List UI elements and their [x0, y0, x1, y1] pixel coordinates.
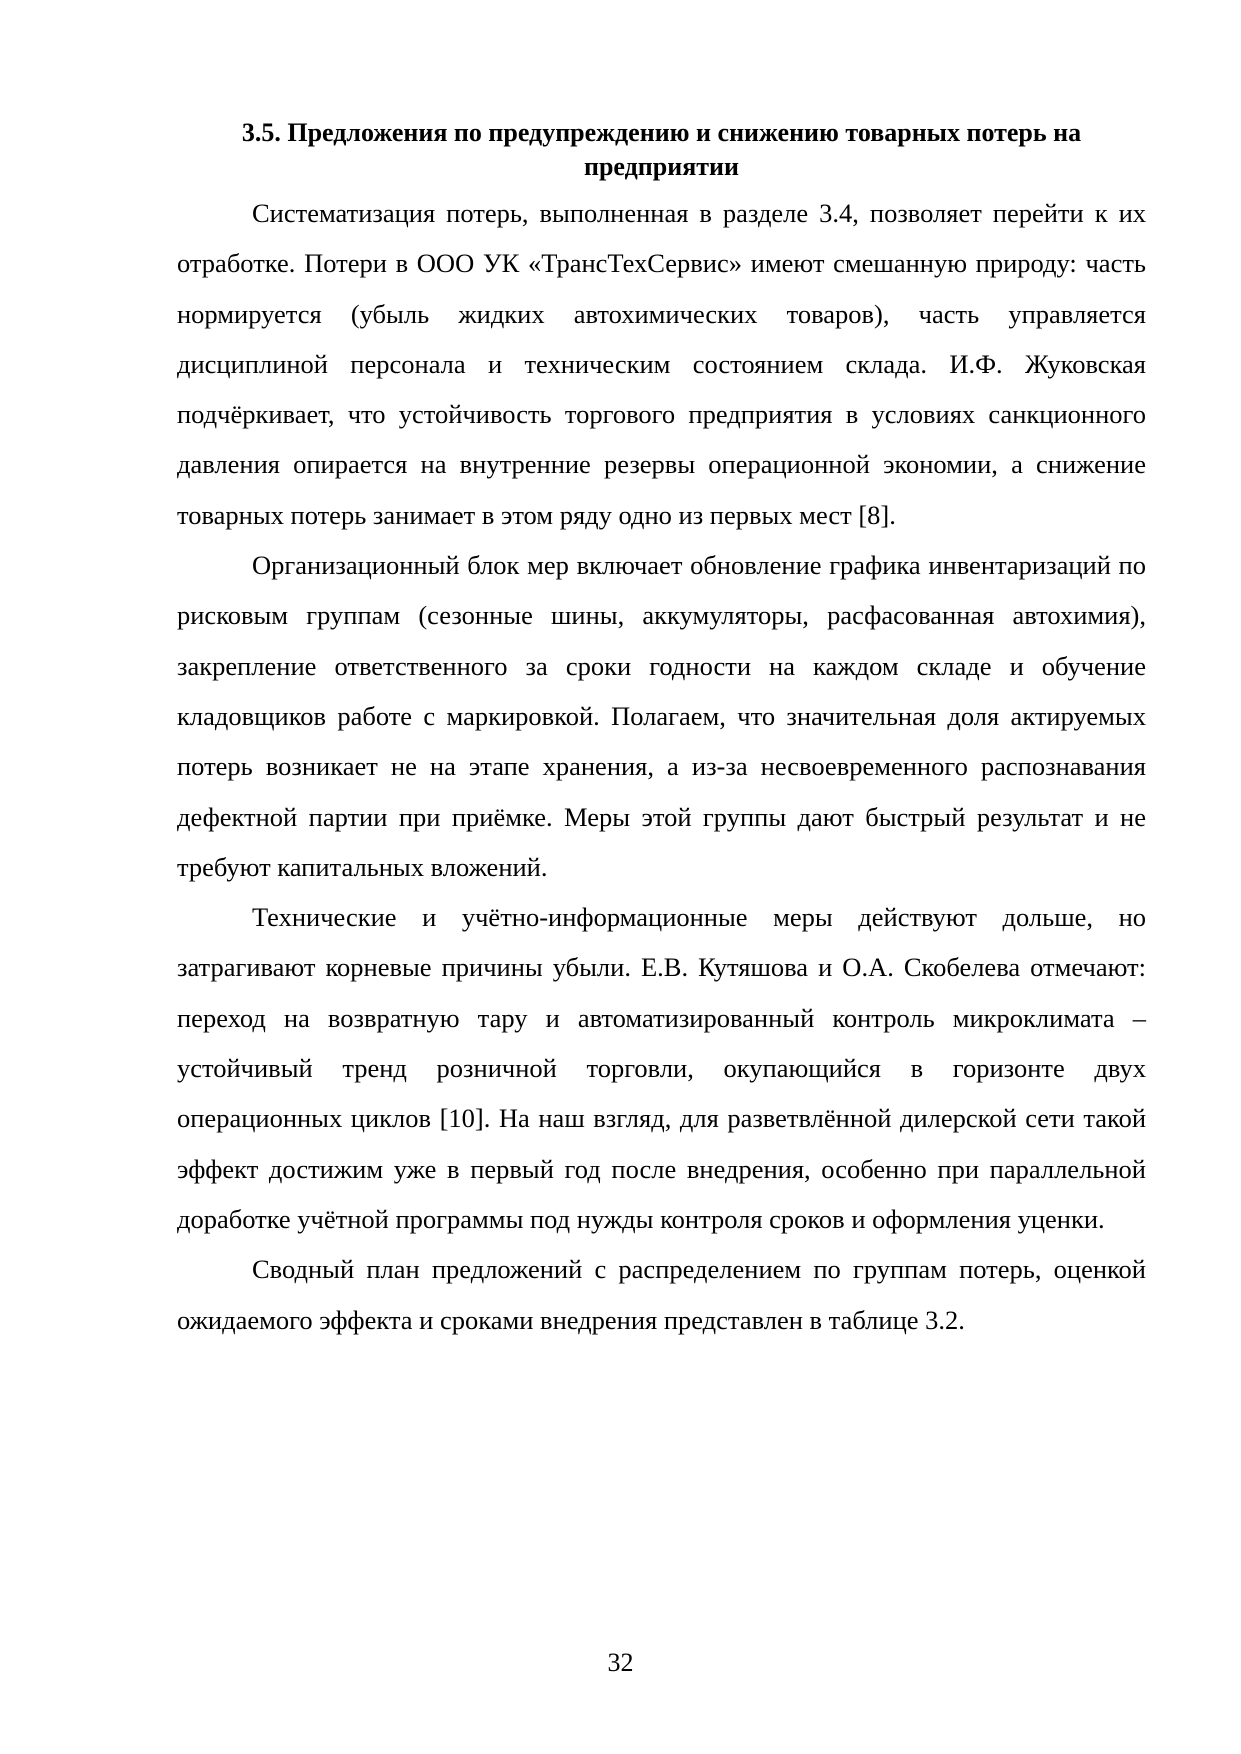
- page-body: [177, 116, 1146, 1345]
- paragraph-1: Систематизация потерь, выполненная в разделе 3.4, позволяет перейти к их отработке. Потери в ООО УК «ТрансТехСервис» имеют смешанную природу: часть нормируется (убыль жидких автохимических товаров), часть управляется дисциплиной персонала и техническим состоянием склада. И.Ф. Жуковская подчёркивает, что устойчивость торгового предприятия в условиях санкционного давления опирается на внутренние резервы операционной экономии, а снижение товарных потерь занимает в этом ряду одно из первых мест [8].: [177, 198, 1146, 530]
- paragraph-2: Организационный блок мер включает обновление графика инвентаризаций по рисковым группам (сезонные шины, аккумуляторы, расфасованная автохимия), закрепление ответственного за сроки годности на каждом складе и обучение кладовщиков работе с маркировкой. Полагаем, что значительная доля актируемых потерь возникает не на этапе хранения, а из-за несвоевременного распознавания дефектной партии при приёмке. Меры этой группы дают быстрый результат и не требуют капитальных вложений.: [177, 550, 1146, 882]
- paragraph-4: Сводный план предложений с распределением по группам потерь, оценкой ожидаемого эффекта и сроками внедрения представлен в таблице 3.2.: [177, 1254, 1146, 1335]
- section-heading: 3.5. Предложения по предупреждению и снижению товарных потерь на предприятии: [241, 118, 1082, 181]
- page-number: 32: [607, 1648, 634, 1677]
- paragraph-3: Технические и учётно-информационные меры действуют дольше, но затрагивают корневые причины убыли. Е.В. Кутяшова и О.А. Скобелева отмечают: переход на возвратную тару и автоматизированный контроль микроклимата – устойчивый тренд розничной торговли, окупающийся в горизонте двух операционных циклов [10]. На наш взгляд, для разветвлённой дилерской сети такой эффект достижим уже в первый год после внедрения, особенно при параллельной доработке учётной программы под нужды контроля сроков и оформления уценки.: [177, 902, 1146, 1234]
